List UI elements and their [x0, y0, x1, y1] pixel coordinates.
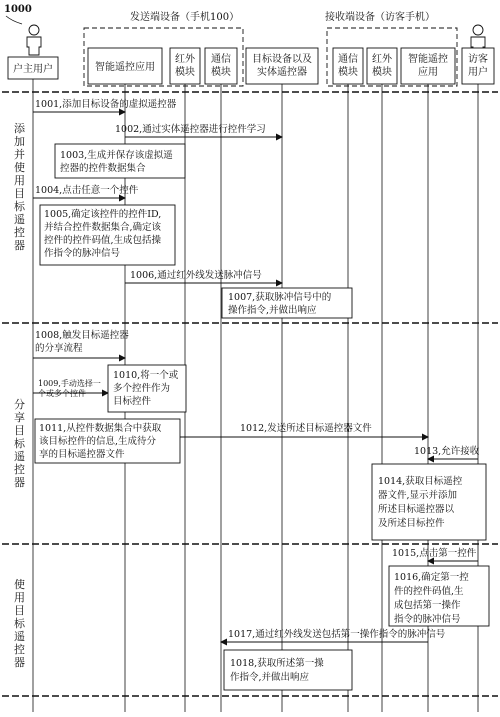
step-1009-label: 1009,手动选择一个或多个控件	[38, 379, 101, 398]
step-1015-label: 1015,点击第一控件	[392, 548, 477, 559]
svg-text:1016,确定第一控件的控件码值,生成包括第一操作指令的脉冲: 1016,确定第一控件的控件码值,生成包括第一操作指令的脉冲信号	[394, 572, 469, 625]
svg-text:目标设备以及实体遥控器: 目标设备以及实体遥控器	[252, 54, 312, 78]
participant-target-device	[246, 48, 318, 84]
svg-text:红外模块: 红外模块	[372, 54, 392, 78]
svg-text:1018,获取所述第一操作指令,并做出响应: 1018,获取所述第一操作指令,并做出响应	[230, 658, 324, 683]
svg-text:智能遥控应用: 智能遥控应用	[95, 62, 155, 73]
step-1004-label: 1004,点击任意一个控件	[35, 185, 139, 196]
step-1012-label: 1012,发送所述目标遥控器文件	[240, 423, 372, 434]
step-1011-box	[35, 419, 180, 463]
sender-group-label: 发送端设备（手机100）	[130, 12, 240, 23]
phase-label-use: 使用目标遥控器	[14, 578, 25, 669]
step-1001-label: 1001,添加目标设备的虚拟遥控器	[35, 99, 177, 110]
step-1005-box	[40, 205, 175, 265]
participant-ir-module-receiver	[367, 48, 397, 84]
svg-text:1014,获取目标遥控器文件,显示并添加所述目标遥控器以及所: 1014,获取目标遥控器文件,显示并添加所述目标遥控器以及所述目标控件	[378, 476, 463, 529]
svg-text:1011,从控件数据集合中获取该目标控件的信息,生成待分享的: 1011,从控件数据集合中获取该目标控件的信息,生成待分享的目标遥控器文件	[39, 423, 162, 460]
svg-text:1007,获取脉冲信号中的操作指令,并做出响应: 1007,获取脉冲信号中的操作指令,并做出响应	[228, 292, 332, 316]
participant-comm-module-sender	[205, 48, 237, 84]
participant-comm-module-receiver	[333, 48, 363, 84]
participant-owner-user	[8, 57, 58, 79]
svg-text:1005,确定该控件的控件ID,并结合控件数据集合,确定该控: 1005,确定该控件的控件ID,并结合控件数据集合,确定该控件的控件码值,生成包括操作指令的脉冲信号	[44, 209, 162, 259]
svg-text:户主用户: 户主用户	[13, 64, 53, 75]
step-1007-box	[222, 288, 352, 318]
svg-text:通信模块: 通信模块	[338, 54, 358, 78]
step-1017-label: 1017,通过红外线发送包括第一操作指令的脉冲信号	[228, 629, 446, 640]
person-icon	[27, 25, 41, 55]
step-1006-label: 1006,通过红外线发送脉冲信号	[130, 270, 262, 281]
svg-text:智能遥控应用: 智能遥控应用	[408, 54, 448, 78]
step-1010-box	[108, 365, 186, 412]
step-1008-label: 1008,触发目标遥控器的分享流程	[35, 330, 129, 354]
figure-number: 1000	[4, 4, 32, 15]
step-1003-box	[55, 144, 185, 178]
svg-text:1003,生成并保存该虚拟遥控器的控件数据集合: 1003,生成并保存该虚拟遥控器的控件数据集合	[60, 150, 173, 174]
svg-text:通信模块: 通信模块	[211, 54, 231, 78]
step-1002-label: 1002,通过实体遥控器进行控件学习	[115, 124, 266, 135]
step-1018-box	[224, 650, 352, 690]
step-1016-box	[389, 566, 489, 626]
receiver-group-label: 接收端设备（访客手机）	[325, 12, 435, 23]
participant-smart-remote-app-sender	[88, 48, 162, 84]
participant-guest-user	[462, 48, 494, 84]
svg-text:1010,将一个或多个控件作为目标控件: 1010,将一个或多个控件作为目标控件	[113, 370, 179, 407]
step-1013-label: 1013,允许接收	[414, 446, 480, 457]
step-1014-box	[372, 464, 486, 540]
svg-text:红外模块: 红外模块	[175, 54, 195, 78]
svg-text:访客用户: 访客用户	[468, 54, 488, 78]
participant-ir-module-sender	[170, 48, 200, 84]
phase-label-add-use: 添加并使用目标遥控器	[14, 122, 25, 252]
participant-smart-remote-app-receiver	[401, 48, 455, 84]
phase-label-share: 分享目标遥控器	[14, 398, 25, 489]
